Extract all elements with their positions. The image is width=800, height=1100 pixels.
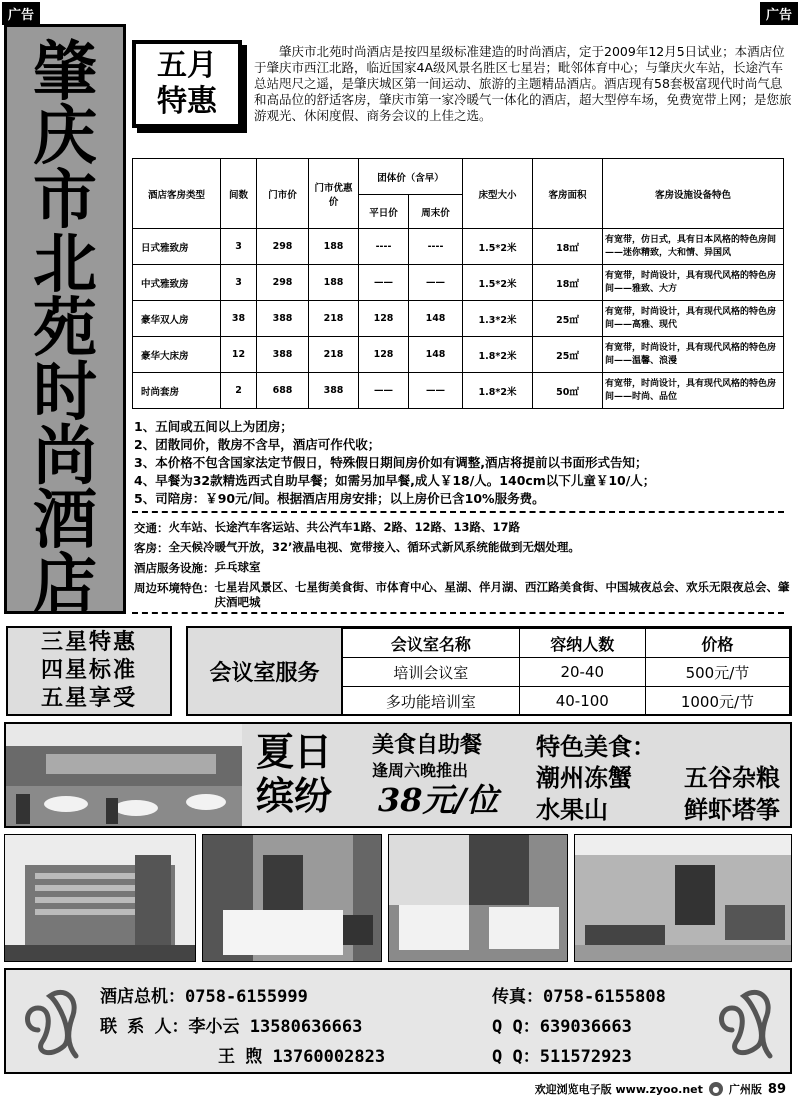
footer-edition: 广州版 bbox=[728, 1083, 762, 1096]
meeting-header: 会议室名称 bbox=[343, 629, 520, 658]
header-discount-rate: 门市优惠价 bbox=[309, 159, 359, 229]
meeting-room-table bbox=[342, 628, 790, 716]
cell-features: 有宽带，时尚设计，具有现代风格的特色房间——高雅、现代 bbox=[603, 301, 784, 337]
buffet-block bbox=[372, 732, 498, 818]
hotel-name-char: 苑 bbox=[33, 292, 97, 366]
table-row bbox=[133, 229, 784, 265]
cell-weekend: ---- bbox=[409, 229, 463, 265]
table-row bbox=[133, 301, 784, 337]
info-transport bbox=[134, 518, 794, 538]
meeting-room-name: 多功能培训室 bbox=[343, 687, 520, 716]
cell-bed: 1.5*2米 bbox=[463, 229, 533, 265]
contact-person-2[interactable]: 王 煦 13760002823 bbox=[218, 1047, 386, 1067]
contact-person-1[interactable]: 李小云 13580636663 bbox=[188, 1017, 363, 1037]
restaurant-photo bbox=[6, 724, 242, 826]
rate-notes bbox=[134, 418, 794, 508]
hotel-name-char: 酒 bbox=[33, 484, 97, 558]
qq-number: 511572923 bbox=[539, 1047, 632, 1067]
contact-person-line bbox=[100, 1012, 362, 1037]
cell-count: 12 bbox=[221, 337, 257, 373]
cell-weekend: —— bbox=[409, 265, 463, 301]
cell-weekday: ---- bbox=[359, 229, 409, 265]
summer-title-line: 夏日 bbox=[256, 729, 333, 774]
qq-label: Q Q： bbox=[492, 1047, 540, 1067]
meeting-header: 容纳人数 bbox=[519, 629, 645, 658]
ad-label-left: 广告 bbox=[2, 2, 40, 25]
summer-promo-banner bbox=[4, 722, 792, 828]
summer-title bbox=[256, 730, 332, 818]
logo-icon: ● bbox=[709, 1082, 723, 1096]
page-number: 89 bbox=[767, 1081, 786, 1097]
header-rack-rate: 门市价 bbox=[257, 159, 309, 229]
header-weekday: 平日价 bbox=[359, 195, 409, 229]
qq-number: 639036663 bbox=[539, 1017, 632, 1037]
cell-rack: 298 bbox=[257, 229, 309, 265]
cell-bed: 1.5*2米 bbox=[463, 265, 533, 301]
main-phone-line bbox=[100, 982, 308, 1007]
cell-weekend: 148 bbox=[409, 301, 463, 337]
hotel-name-char: 时 bbox=[33, 356, 97, 430]
meeting-header: 价格 bbox=[645, 629, 789, 658]
qq-label: Q Q： bbox=[492, 1017, 540, 1037]
hotel-name-char: 店 bbox=[33, 548, 97, 622]
cell-type: 豪华双人房 bbox=[133, 301, 221, 337]
info-rooms bbox=[134, 538, 794, 558]
specialty-title: 特色美食： bbox=[536, 733, 656, 761]
main-phone[interactable]: 0758-6155999 bbox=[185, 987, 308, 1007]
cell-features: 有宽带，时尚设计，具有现代风格的特色房间——温馨、浪漫 bbox=[603, 337, 784, 373]
hotel-info bbox=[134, 518, 794, 610]
meeting-room-name: 培训会议室 bbox=[343, 658, 520, 687]
cell-type: 中式雅致房 bbox=[133, 265, 221, 301]
info-value: 全天候冷暖气开放，32’液晶电视、宽带接入、循环式新风系统能做到无烟处理。 bbox=[168, 540, 580, 554]
hotel-name-banner bbox=[4, 24, 126, 622]
cell-features: 有宽带，仿日式，具有日本风格的特色房间——迷你精致，大和情、异国风 bbox=[603, 229, 784, 265]
star-slogan: 四星标准 bbox=[40, 658, 137, 683]
hotel-name-char: 北 bbox=[33, 228, 97, 302]
cell-discount: 218 bbox=[309, 337, 359, 373]
info-label: 周边环境特色： bbox=[134, 581, 215, 595]
cell-bed: 1.8*2米 bbox=[463, 337, 533, 373]
promo-line: 五月 bbox=[157, 48, 217, 83]
cell-type: 时尚套房 bbox=[133, 373, 221, 409]
info-value: 七星岩风景区、七星街美食街、市体育中心、星湖、伴月湖、西江路美食街、中国城夜总会、欢乐无限夜总会、肇庆酒吧城 bbox=[214, 580, 790, 609]
cell-bed: 1.3*2米 bbox=[463, 301, 533, 337]
cell-area: 25㎡ bbox=[533, 337, 603, 373]
divider bbox=[132, 612, 784, 614]
star-slogan-box bbox=[6, 626, 172, 716]
hotel-exterior-photo bbox=[4, 834, 196, 962]
specialty-item: 鲜虾塔筝 bbox=[684, 796, 780, 824]
main-phone-label: 酒店总机： bbox=[100, 987, 185, 1007]
header-room-type: 酒店客房类型 bbox=[133, 159, 221, 229]
header-weekend: 周末价 bbox=[409, 195, 463, 229]
specialty-list bbox=[536, 762, 794, 826]
promo-line: 特惠 bbox=[157, 84, 217, 119]
summer-title-line: 缤纷 bbox=[256, 773, 333, 818]
cell-rack: 388 bbox=[257, 337, 309, 373]
header-group-rate: 团体价（含早） bbox=[359, 159, 463, 195]
cell-weekday: 128 bbox=[359, 301, 409, 337]
cell-area: 18㎡ bbox=[533, 265, 603, 301]
may-promo-badge bbox=[132, 40, 242, 128]
suite-photo bbox=[574, 834, 792, 962]
meeting-room-service bbox=[186, 626, 792, 716]
table-row bbox=[343, 687, 790, 716]
info-value: 乒乓球室 bbox=[214, 560, 261, 574]
cell-count: 3 bbox=[221, 265, 257, 301]
note-item: 2、团散同价，散房不含早，酒店可作代收； bbox=[134, 437, 381, 452]
cell-area: 50㎡ bbox=[533, 373, 603, 409]
note-item: 3、本价格不包含国家法定节假日，特殊假日期间房价如有调整,酒店将提前以书面形式告知； bbox=[134, 455, 648, 470]
cell-weekend: 148 bbox=[409, 337, 463, 373]
cell-count: 2 bbox=[221, 373, 257, 409]
meeting-room-price: 500元/节 bbox=[645, 658, 789, 687]
meeting-room-capacity: 20-40 bbox=[519, 658, 645, 687]
cell-rack: 388 bbox=[257, 301, 309, 337]
buffet-subtitle: 逢周六晚推出 bbox=[372, 761, 469, 780]
cell-rack: 298 bbox=[257, 265, 309, 301]
specialty-item: 五谷杂粮 bbox=[684, 764, 780, 792]
ad-label-right: 广告 bbox=[760, 2, 798, 25]
hotel-name-char: 庆 bbox=[33, 100, 97, 174]
info-value: 火车站、长途汽车客运站、共公汽车1路、2路、12路、13路、17路 bbox=[168, 520, 521, 534]
leo-sign-icon bbox=[20, 984, 82, 1064]
cell-weekday: —— bbox=[359, 373, 409, 409]
qq-line-2 bbox=[492, 1042, 632, 1067]
footer-welcome[interactable]: 欢迎浏览电子版 www.zyoo.net bbox=[534, 1083, 703, 1096]
table-row bbox=[133, 337, 784, 373]
info-label: 酒店服务设施： bbox=[134, 561, 215, 575]
star-slogan: 三星特惠 bbox=[40, 630, 137, 655]
meeting-label: 会议室服务 bbox=[188, 628, 342, 714]
hotel-intro: 肇庆市北苑时尚酒店是按四星级标准建造的时尚酒店，定于2009年12月5日试业；本酒店位于肇庆市西江北路，临近国家4A级风景名胜区七星岩；毗邻体育中心；与肇庆火车站，长途汽车总站咫尺之遥，是肇庆城区第一间运动、旅游的主题精品酒店。酒店现有58套极富现代时尚气息和高品位的舒适客房，肇庆市第一家冷暖气一体化的酒店，超大型停车场，免费宽带上网；是您旅游观光、休闲度假、商务会议的上佳之选。 bbox=[254, 44, 792, 123]
hotel-name-char: 市 bbox=[33, 164, 97, 238]
specialty-item: 潮州冻蟹 bbox=[536, 764, 632, 792]
buffet-title: 美食自助餐 bbox=[372, 733, 483, 758]
hotel-name-char: 尚 bbox=[33, 420, 97, 494]
cell-weekday: 128 bbox=[359, 337, 409, 373]
page-footer bbox=[535, 1081, 786, 1097]
cell-discount: 388 bbox=[309, 373, 359, 409]
info-label: 交通： bbox=[134, 521, 169, 535]
meeting-room-capacity: 40-100 bbox=[519, 687, 645, 716]
cell-count: 3 bbox=[221, 229, 257, 265]
cell-discount: 218 bbox=[309, 301, 359, 337]
hotel-name-char: 肇 bbox=[33, 36, 97, 110]
contact-person-label: 联 系 人： bbox=[100, 1017, 189, 1037]
specialty-item: 水果山 bbox=[536, 796, 608, 824]
table-row bbox=[133, 373, 784, 409]
buffet-price: 38元/位 bbox=[378, 781, 499, 819]
cell-rack: 688 bbox=[257, 373, 309, 409]
info-label: 客房： bbox=[134, 541, 169, 555]
room-rate-table bbox=[132, 158, 784, 409]
room-photo-double bbox=[202, 834, 382, 962]
specialty-block bbox=[536, 732, 794, 826]
cell-type: 豪华大床房 bbox=[133, 337, 221, 373]
qq-line-1 bbox=[492, 1012, 632, 1037]
leo-sign-icon bbox=[714, 984, 776, 1064]
meeting-room-price: 1000元/节 bbox=[645, 687, 789, 716]
note-item: 5、司陪房：￥90元/间。根据酒店用房安排；以上房价已含10%服务费。 bbox=[134, 491, 545, 506]
header-area: 客房面积 bbox=[533, 159, 603, 229]
cell-area: 18㎡ bbox=[533, 229, 603, 265]
info-facilities bbox=[134, 558, 794, 578]
cell-bed: 1.8*2米 bbox=[463, 373, 533, 409]
table-row bbox=[343, 658, 790, 687]
note-item: 4、早餐为32款精选西式自助早餐；如需另加早餐,成人￥18/人。140cm以下儿童￥10/人； bbox=[134, 473, 656, 488]
divider bbox=[132, 511, 784, 513]
cell-features: 有宽带，时尚设计，具有现代风格的特色房间——时尚、品位 bbox=[603, 373, 784, 409]
cell-discount: 188 bbox=[309, 229, 359, 265]
contact-panel bbox=[4, 968, 792, 1074]
cell-features: 有宽带，时尚设计，具有现代风格的特色房间——雅致、大方 bbox=[603, 265, 784, 301]
header-count: 间数 bbox=[221, 159, 257, 229]
fax-label: 传真： bbox=[492, 987, 543, 1007]
header-bed-size: 床型大小 bbox=[463, 159, 533, 229]
cell-count: 38 bbox=[221, 301, 257, 337]
info-surroundings bbox=[134, 578, 794, 610]
fax-number: 0758-6155808 bbox=[543, 987, 666, 1007]
room-photo-twin bbox=[388, 834, 568, 962]
table-row bbox=[133, 265, 784, 301]
cell-type: 日式雅致房 bbox=[133, 229, 221, 265]
fax-line bbox=[492, 982, 666, 1007]
cell-area: 25㎡ bbox=[533, 301, 603, 337]
cell-weekend: —— bbox=[409, 373, 463, 409]
star-slogan: 五星享受 bbox=[40, 686, 137, 711]
cell-discount: 188 bbox=[309, 265, 359, 301]
note-item: 1、五间或五间以上为团房； bbox=[134, 419, 293, 434]
cell-weekday: —— bbox=[359, 265, 409, 301]
header-features: 客房设施设备特色 bbox=[603, 159, 784, 229]
